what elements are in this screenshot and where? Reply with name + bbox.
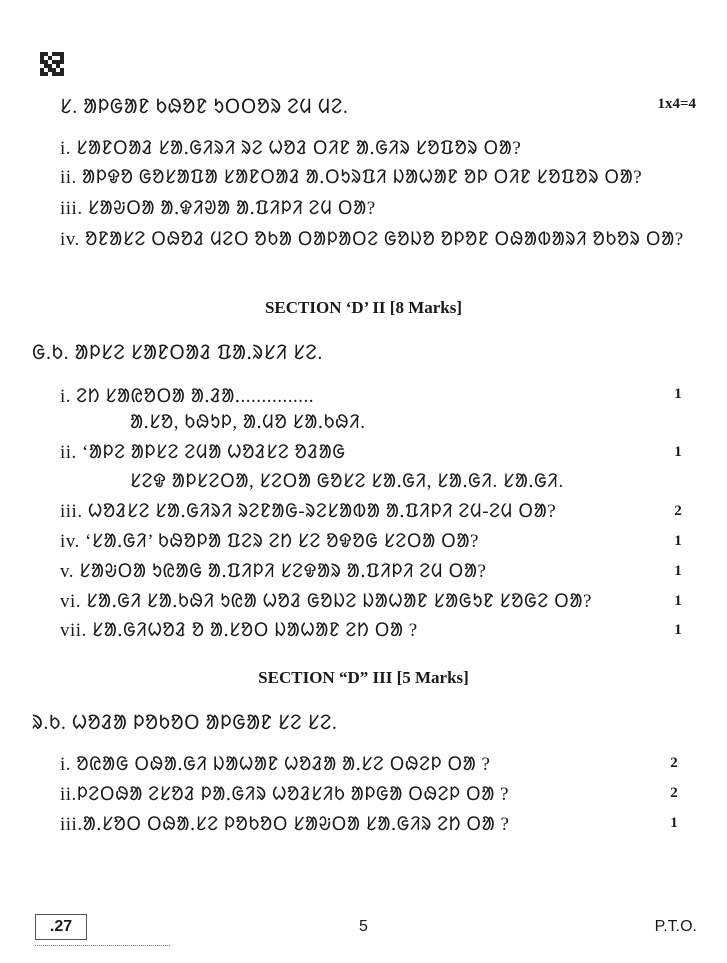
section-d2-heading: ᱜ.ᱠ. ᱟᱞᱥᱮ ᱥᱟᱱᱛᱟᱲ ᱯᱟᱹᱨᱥᱤ ᱥᱮ. [32,342,323,364]
d3-item-1-mark: 2 [670,755,678,771]
question-6-marks: 1x4=4 [657,96,696,112]
page-number: 5 [359,918,368,935]
d3-item-3-mark: 1 [670,815,678,831]
d3-item-1: i. ᱚᱭᱟᱜ ᱛᱷᱟᱹᱜᱤ ᱡᱟᱦᱟᱱ ᱦᱚᱲᱟ ᱟᱹᱥᱮ ᱛᱷᱮᱞ ᱛᱟ ? [60,754,491,775]
d2-item-5: v. ᱥᱟᱶᱛᱟ ᱩᱭᱟᱜ ᱟᱹᱯᱤᱞᱤ ᱥᱮᱫᱟᱨ ᱟᱹᱯᱤᱞᱤ ᱮᱢ ᱛᱟ? [60,561,487,582]
d2-item-4-mark: 1 [674,533,682,549]
d3-item-2: ii.ᱞᱮᱛᱷᱟ ᱮᱥᱚᱲ ᱞᱟᱹᱜᱤᱨ ᱦᱚᱲᱥᱤᱠ ᱟᱞᱜᱟ ᱛᱷᱮᱞ ᱛᱟ ? [60,784,510,805]
d3-item-2-mark: 2 [670,785,678,801]
d2-item-1-sub: ᱟᱹᱥᱚ, ᱠᱷᱩᱞ, ᱟᱹᱢᱚ ᱥᱟᱹᱠᱷᱤ. [130,412,366,433]
pto-label: P.T.O. [654,918,697,935]
section-d3-title: SECTION “D” III [5 Marks] [258,668,469,687]
d2-item-2-sub: ᱥᱮᱫ ᱟᱞᱥᱮᱛᱟ, ᱥᱮᱛᱟ ᱜᱚᱥᱮ ᱥᱟᱹᱜᱤ, ᱥᱟᱹᱜᱤ. ᱥᱟᱹᱜᱤ. [130,471,564,492]
d2-item-7: vii. ᱥᱟᱹᱜᱤᱦᱚᱲ ᱚ ᱟᱹᱥᱚᱛ ᱡᱟᱦᱟᱱ ᱮᱴ ᱛᱟ ? [60,620,418,641]
d2-item-6: vi. ᱥᱟᱹᱜᱤ ᱥᱟᱹᱠᱷᱤ ᱩᱭᱟ ᱦᱚᱲ ᱜᱚᱡᱮ ᱡᱟᱦᱟᱱ ᱥᱟᱜᱩᱱ ᱥᱚᱜᱮ ᱛᱟ? [60,591,592,612]
d2-item-1: i. ᱮᱴ ᱥᱟᱭᱚᱛᱟ ᱟᱹᱲᱟᱹ.............. [60,386,314,407]
d2-item-7-mark: 1 [674,622,682,638]
paper-code-box: .27 [35,914,87,940]
d2-item-3: iii. ᱦᱚᱲᱥᱮ ᱥᱟᱹᱜᱤᱨᱤ ᱨᱮᱱᱟᱜ-ᱨᱮᱥᱟᱵᱟ ᱟᱹᱯᱤᱞᱤ ᱮᱢ-ᱮᱢ ᱛᱟ? [60,501,557,522]
section-d3-heading: ᱨ.ᱠ. ᱦᱚᱲᱟ ᱞᱚᱠᱚᱛ ᱟᱞᱜᱟᱱ ᱥᱮ ᱥᱮ. [32,712,338,734]
question-6-heading: ᱥ. ᱟᱞᱜᱟᱱ ᱠᱷᱚᱱ ᱩᱛᱛᱚᱨ ᱮᱢ ᱢᱮ. [60,96,349,118]
d2-item-3-mark: 2 [674,503,682,519]
d3-item-3: iii.ᱟᱹᱥᱚᱛ ᱛᱷᱟᱹᱥᱮ ᱞᱚᱠᱚᱛ ᱥᱟᱶᱛᱟ ᱥᱟᱹᱜᱤᱨ ᱮᱴ ᱛᱟ ? [60,814,510,835]
d2-item-1-mark: 1 [674,386,682,402]
footer-divider [35,945,170,946]
q6-item-4: iv. ᱚᱱᱟᱥᱮ ᱛᱷᱚᱲ ᱢᱮᱛ ᱚᱠᱟ ᱛᱟᱞᱟᱛᱮ ᱜᱚᱡᱚ ᱚᱞᱚᱱ ᱛᱷᱟᱵᱟᱨᱤ ᱚᱠᱚᱨ ᱛᱟ? [60,229,684,250]
q6-item-1: i. ᱥᱟᱱᱛᱟᱲ ᱥᱟᱹᱜᱤᱨᱤ ᱨᱮ ᱦᱚᱲ ᱛᱤᱱ ᱟᱹᱜᱤᱨ ᱥᱚᱯᱚᱨ ᱛᱟ? [60,138,522,159]
d2-item-5-mark: 1 [674,563,682,579]
d2-item-6-mark: 1 [674,593,682,609]
d2-item-4: iv. ‘ᱥᱟᱹᱜᱤ’ ᱠᱷᱚᱞᱟ ᱯᱮᱨ ᱮᱴ ᱥᱮ ᱚᱫᱚᱜ ᱥᱮᱛᱟ ᱛᱟ? [60,531,479,552]
section-d2-title: SECTION ‘D’ II [8 Marks] [264,298,463,317]
qr-code-icon [40,52,64,76]
d2-item-2-mark: 1 [674,444,682,460]
d2-item-2: ii. ‘ᱟᱞᱮ ᱟᱞᱥᱮ ᱮᱢᱟ ᱦᱚᱲᱥᱮ ᱚᱲᱟᱜ [60,442,346,463]
q6-item-2: ii. ᱟᱞᱫᱚ ᱜᱚᱥᱟᱯᱟ ᱥᱟᱱᱛᱟᱲ ᱟᱹᱛᱩᱨᱯᱤ ᱡᱟᱦᱟᱱ ᱚᱞ ᱛᱤᱱ ᱥᱚᱯᱚᱨ ᱛᱟ? [60,167,643,188]
q6-item-3: iii. ᱥᱟᱶᱛᱟ ᱟᱹᱫᱤᱣᱟ ᱟᱹᱯᱤᱞᱤ ᱮᱢ ᱛᱟ? [60,198,376,219]
